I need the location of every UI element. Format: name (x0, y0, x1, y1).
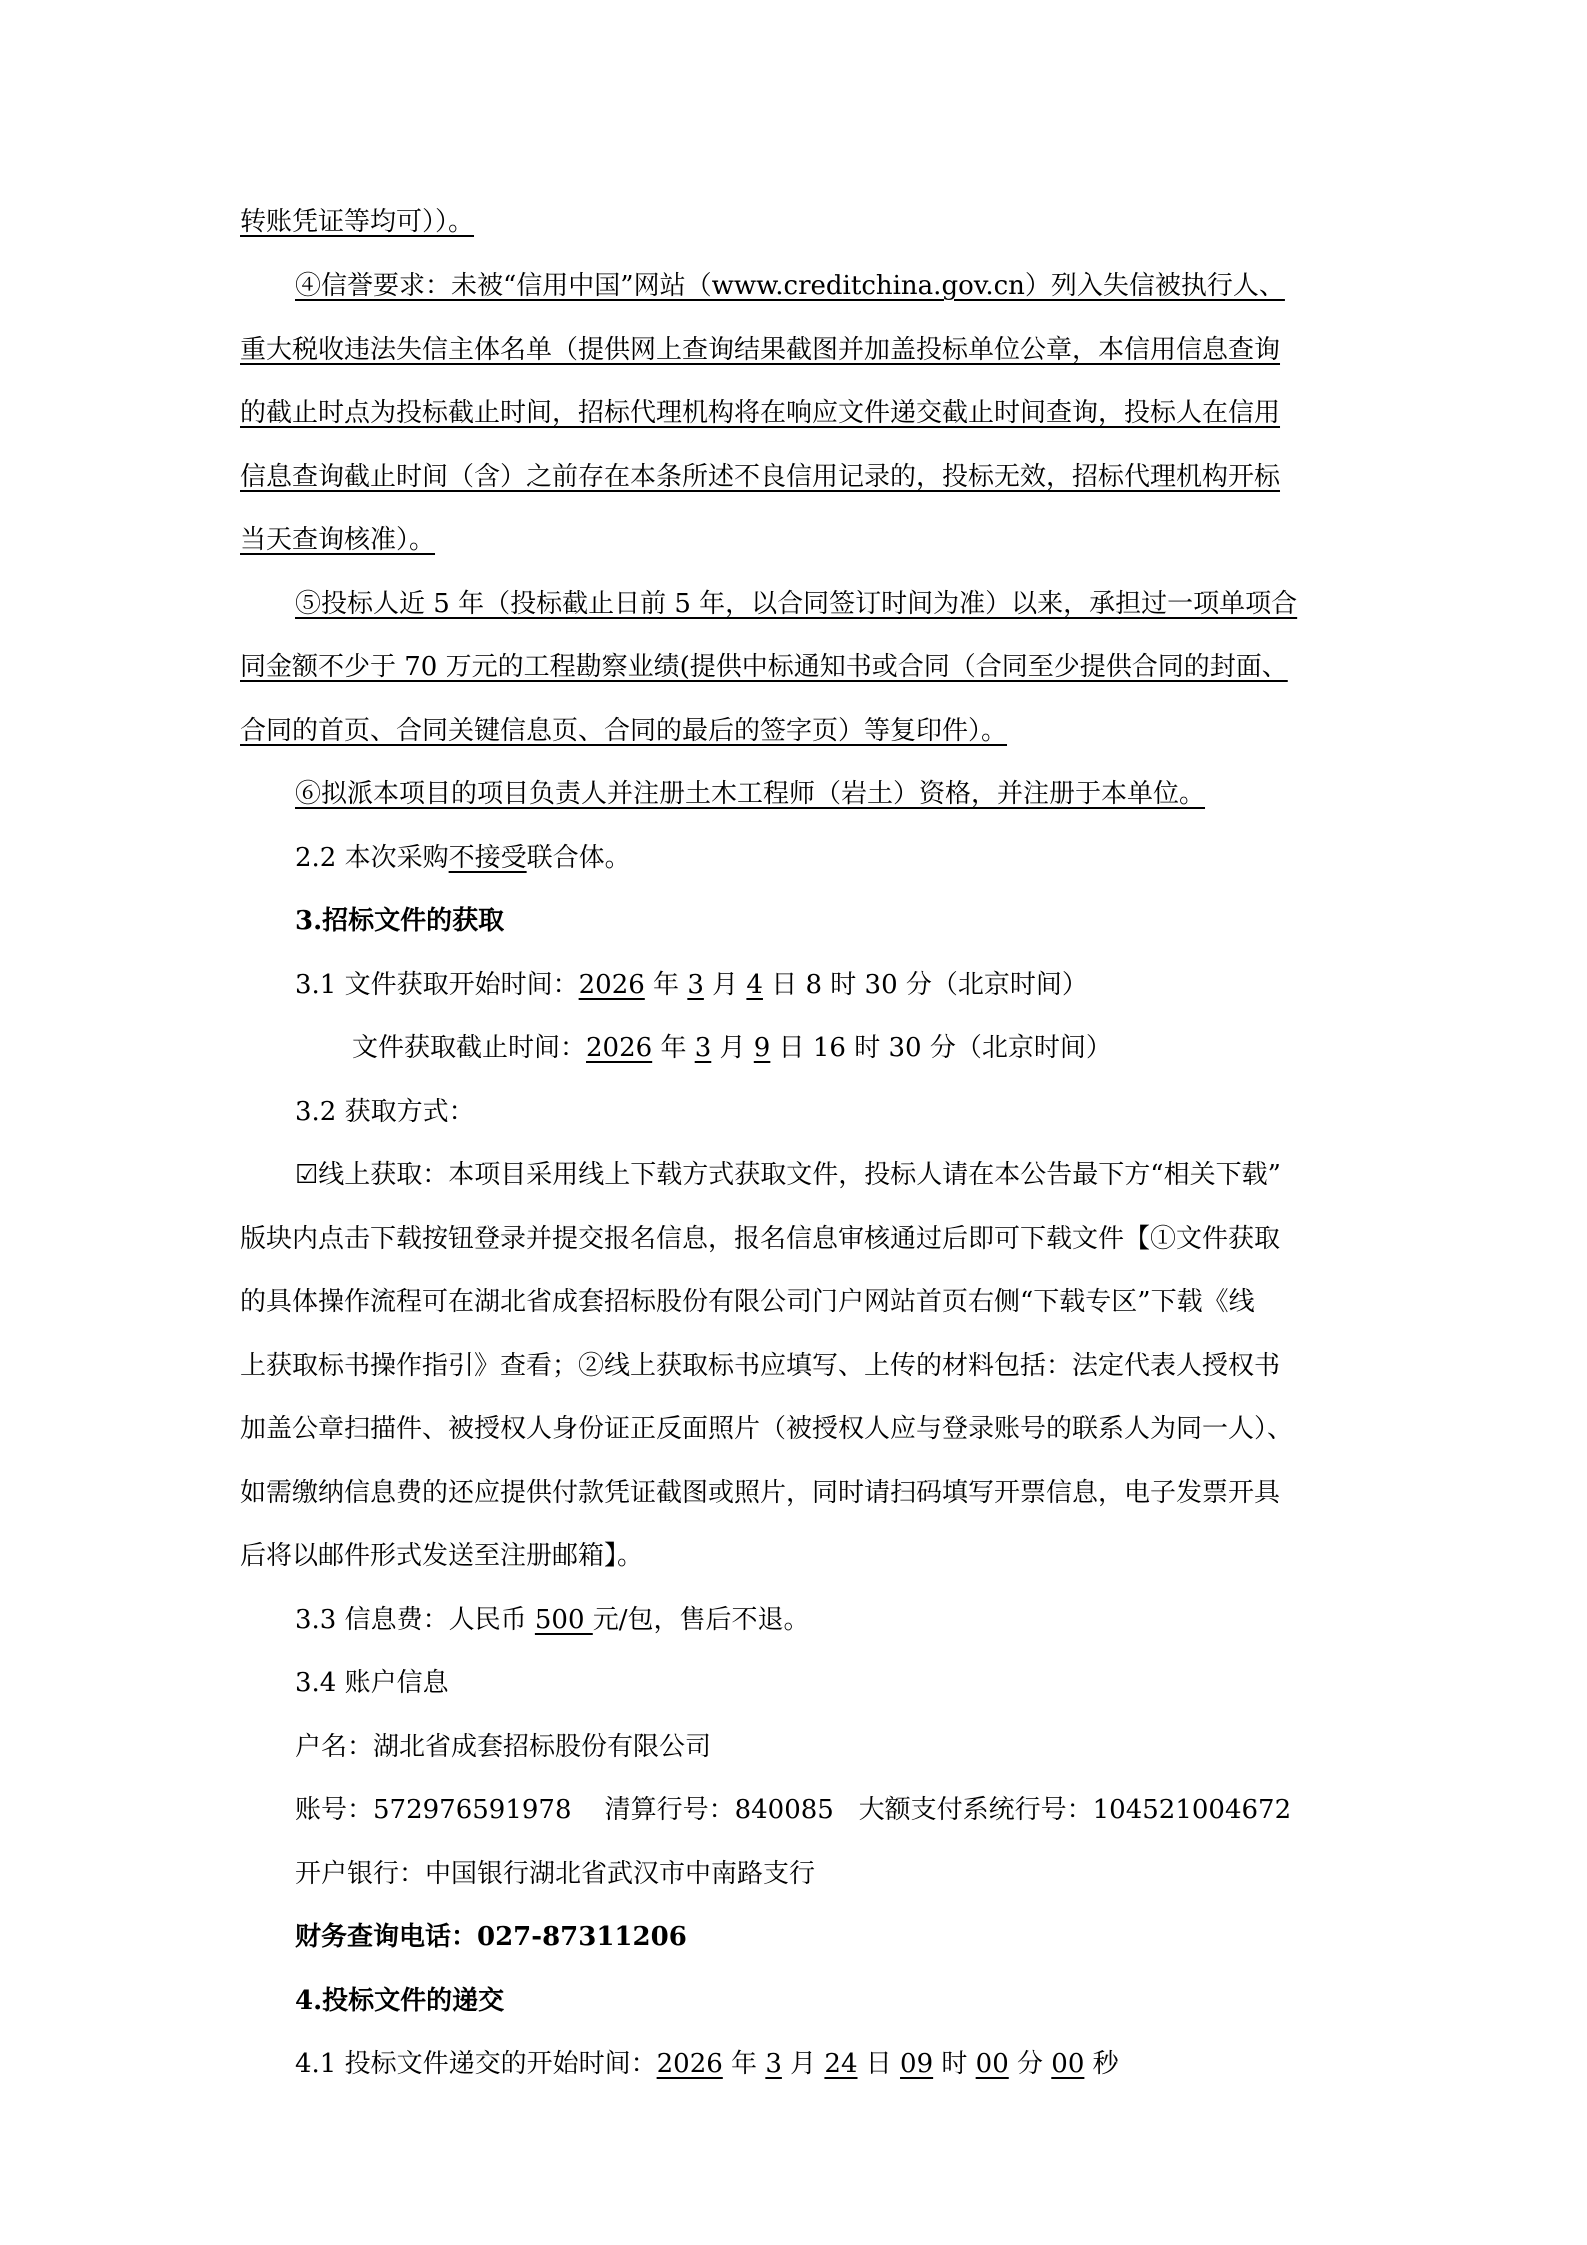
text-run: 月 (781, 2049, 825, 2079)
section-heading: 4.投标文件的递交 (295, 1986, 505, 2016)
finance-phone: 财务查询电话：027-87311206 (295, 1922, 687, 1952)
paragraph-line (295, 965, 1088, 1005)
month-value: 3 (765, 2049, 782, 2079)
paragraph-line: 同金额不少于 70 万元的工程勘察业绩(提供中标通知书或合同（合同至少提供合同的封面、 (240, 652, 1288, 682)
paragraph-line: 重大税收违法失信主体名单（提供网上查询结果截图并加盖投标单位公章，本信用信息查询 (240, 335, 1281, 365)
month-value: 3 (694, 1033, 712, 1063)
year-value: 2026 (586, 1033, 653, 1063)
paragraph-line: 3.2 获取方式： (295, 1097, 475, 1127)
day-value: 4 (746, 970, 763, 1000)
hour-value: 09 (900, 2049, 934, 2079)
text-run: 时 (933, 2049, 976, 2079)
paragraph-line: 上获取标书操作指引》查看；②线上获取标书应填写、上传的材料包括：法定代表人授权书 (240, 1351, 1281, 1381)
underlined-value: 不接受 (448, 843, 527, 873)
day-value: 9 (753, 1033, 771, 1063)
paragraph-line (295, 1600, 810, 1640)
text-run: 元/包，售后不退。 (592, 1605, 810, 1635)
text-run: 年 (652, 1033, 695, 1063)
minute-value: 00 (975, 2049, 1009, 2079)
paragraph-line: 信息查询截止时间（含）之前存在本条所述不良信用记录的，投标无效，招标代理机构开标 (240, 462, 1281, 492)
paragraph-line: 版块内点击下载按钮登录并提交报名信息，报名信息审核通过后即可下载文件【①文件获取 (240, 1224, 1281, 1254)
paragraph-line: 后将以邮件形式发送至注册邮箱】。 (240, 1541, 644, 1571)
paragraph-line: ☑线上获取：本项目采用线上下载方式获取文件，投标人请在本公告最下方“相关下载” (295, 1160, 1281, 1190)
paragraph-line: 的截止时点为投标截止时间，招标代理机构将在响应文件递交截止时间查询，投标人在信用 (240, 398, 1281, 428)
paragraph-line: 如需缴纳信息费的还应提供付款凭证截图或照片，同时请扫码填写开票信息，电子发票开具 (240, 1478, 1281, 1508)
paragraph-line: 3.4 账户信息 (295, 1668, 449, 1698)
second-value: 00 (1051, 2049, 1085, 2079)
paragraph-line (352, 1028, 1112, 1068)
fee-value: 500 (534, 1605, 593, 1635)
text-run: 月 (711, 1033, 754, 1063)
account-bank: 开户银行：中国银行湖北省武汉市中南路支行 (295, 1859, 816, 1889)
account-number: 账号：572976591978 清算行号：840085 大额支付系统行号：104521004672 (295, 1795, 1292, 1825)
year-value: 2026 (578, 970, 645, 1000)
text-run: 文件获取截止时间： (352, 1033, 587, 1063)
paragraph-line: 转账凭证等均可））。 (240, 207, 475, 237)
text-run: 2.2 本次采购 (295, 843, 449, 873)
paragraph-line (295, 838, 631, 878)
paragraph-line: ④信誉要求：未被“信用中国”网站（www.creditchina.gov.cn）列入失信被执行人、 (295, 271, 1285, 301)
paragraph-line: 当天查询核准）。 (240, 525, 436, 555)
month-value: 3 (687, 970, 704, 1000)
paragraph-line: ⑥拟派本项目的项目负责人并注册土木工程师（岩土）资格，并注册于本单位。 (295, 779, 1206, 809)
text-run: 月 (703, 970, 747, 1000)
paragraph-line: 合同的首页、合同关键信息页、合同的最后的签字页）等复印件）。 (240, 716, 1008, 746)
paragraph-line: 加盖公章扫描件、被授权人身份证正反面照片（被授权人应与登录账号的联系人为同一人）、 (240, 1414, 1294, 1444)
section-heading: 3.招标文件的获取 (295, 906, 505, 936)
paragraph-line (295, 2044, 1119, 2084)
text-run: 4.1 投标文件递交的开始时间： (295, 2049, 657, 2079)
paragraph-line: ⑤投标人近 5 年（投标截止日前 5 年，以合同签订时间为准）以来，承担过一项单项合 (295, 589, 1298, 619)
text-run: 年 (644, 970, 688, 1000)
paragraph-line: 的具体操作流程可在湖北省成套招标股份有限公司门户网站首页右侧“下载专区”下载《线 (240, 1287, 1255, 1317)
text-run: 3.3 信息费：人民币 (295, 1605, 535, 1635)
text-run: 日 8 时 30 分（北京时间） (762, 970, 1088, 1000)
text-run: 日 16 时 30 分（北京时间） (770, 1033, 1112, 1063)
text-run: 3.1 文件获取开始时间： (295, 970, 579, 1000)
year-value: 2026 (656, 2049, 723, 2079)
text-run: 分 (1008, 2049, 1052, 2079)
account-name: 户名：湖北省成套招标股份有限公司 (295, 1732, 712, 1762)
text-run: 秒 (1084, 2049, 1119, 2079)
text-run: 年 (722, 2049, 766, 2079)
text-run: 联合体。 (526, 843, 631, 873)
day-value: 24 (824, 2049, 858, 2079)
text-run: 日 (857, 2049, 901, 2079)
